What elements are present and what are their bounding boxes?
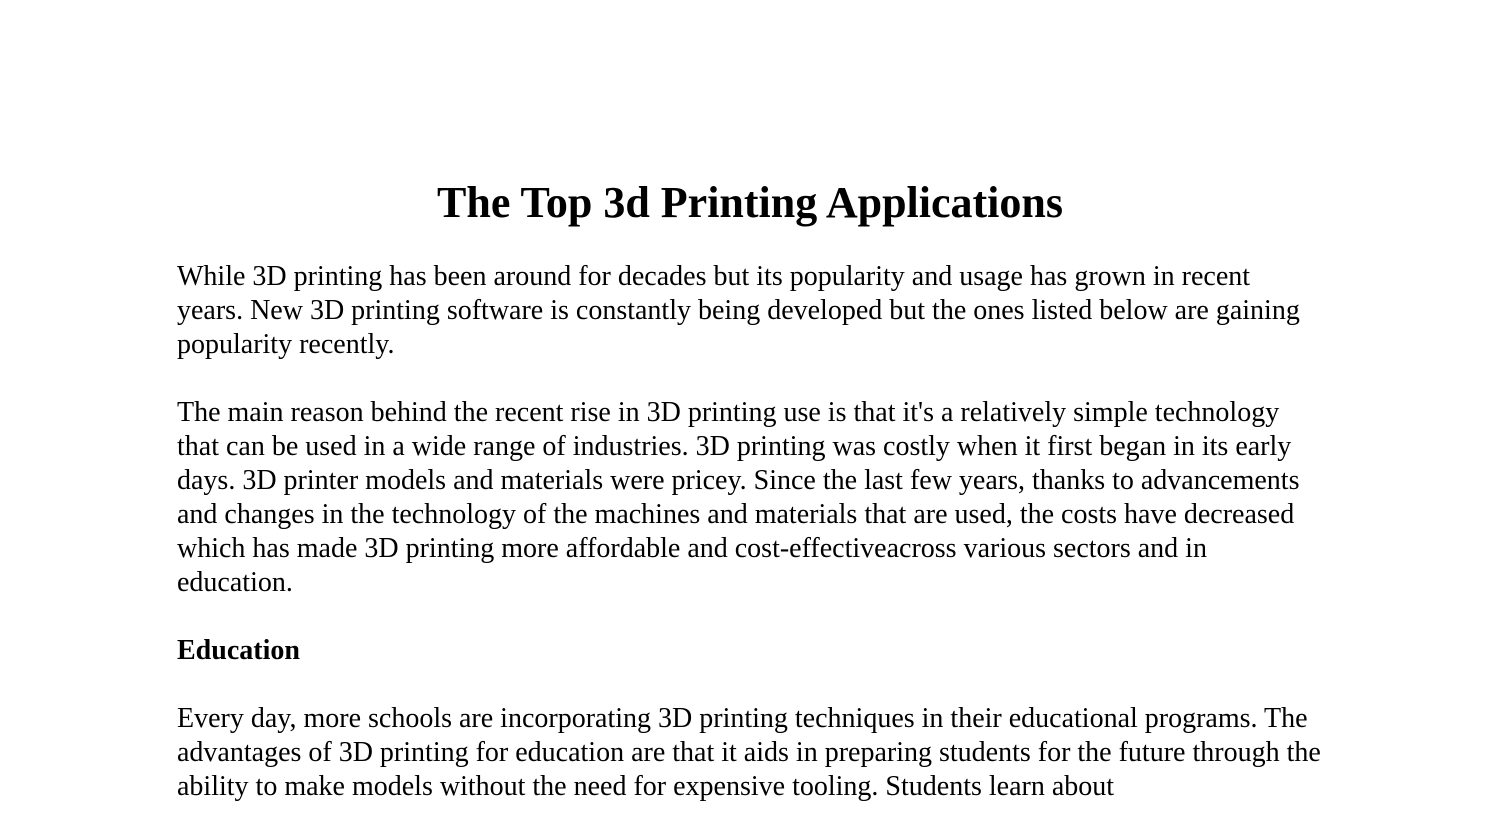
intro-paragraph: While 3D printing has been around for decades but its popularity and usage has grown in recent years. New 3D printing software is constantly being developed but the ones listed below are gaining popularity recently. [177, 261, 1300, 360]
document-title: The Top 3d Printing Applications [437, 178, 1063, 227]
education-paragraph: Every day, more schools are incorporating 3D printing techniques in their educational programs. The advantages of 3D printing for education are that it aids in preparing students for the future through the ability to make models without the need for expensive tooling. Students learn about [177, 703, 1321, 802]
document-body [177, 260, 1323, 838]
section-heading-education: Education [177, 635, 300, 666]
cost-paragraph: The main reason behind the recent rise in 3D printing use is that it's a relatively simple technology that can be used in a wide range of industries. 3D printing was costly when it first began in its early days. 3D printer models and materials were pricey. Since the last few years, thanks to advancements and changes in the technology of the machines and materials that are used, the costs have decreased which has made 3D printing more affordable and cost-effectiveacross various sectors and in education. [177, 397, 1300, 598]
